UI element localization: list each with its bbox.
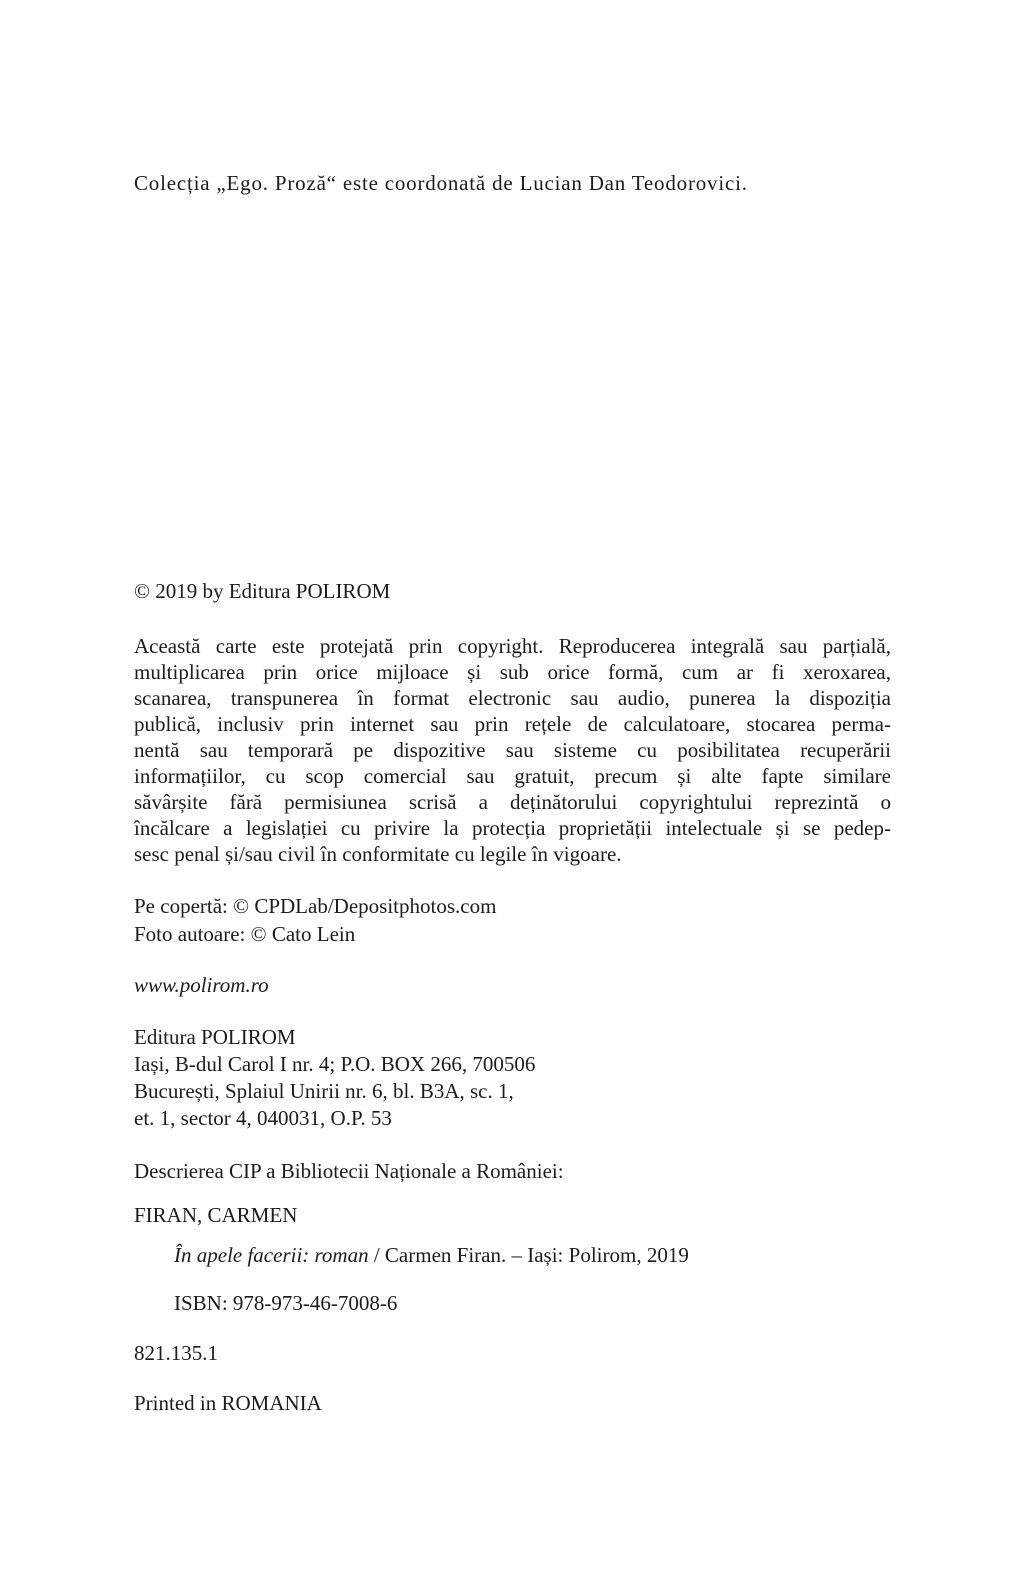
cip-title-line: [134, 1242, 931, 1269]
publisher-address-line: et. 1, sector 4, 040031, O.P. 53: [134, 1106, 392, 1130]
notice-line: scanarea, transpunerea în format electronic sau audio, punerea la dispoziția: [134, 686, 891, 710]
cover-credit: Pe copertă: © CPDLab/Depositphotos.com: [134, 894, 497, 918]
notice-line: Această carte este protejată prin copyright. Reproducerea integrală sau parțială,: [134, 634, 891, 658]
publisher-address-line: Iași, B-dul Carol I nr. 4; P.O. BOX 266, 700506: [134, 1052, 536, 1076]
cip-title-rest: / Carmen Firan. – Iași: Polirom, 2019: [368, 1243, 689, 1267]
publisher-address-line: București, Splaiul Unirii nr. 6, bl. B3A, sc. 1,: [134, 1079, 514, 1103]
credits: [134, 892, 891, 948]
notice-line: încălcare a legislației cu privire la protecția proprietății intelectuale și se pedep-: [134, 816, 891, 840]
udc-number: 821.135.1: [134, 1341, 218, 1365]
publisher-website: www.polirom.ro: [134, 973, 269, 997]
isbn-line: ISBN: 978-973-46-7008-6: [174, 1291, 398, 1315]
notice-line: informațiilor, cu scop comercial sau gratuit, precum și alte fapte similare: [134, 764, 891, 788]
book-title: În apele facerii: roman: [174, 1243, 369, 1267]
notice-line: publică, inclusiv prin internet sau prin rețele de calculatoare, stocarea perma-: [134, 712, 891, 736]
publisher-address-block: [134, 1024, 891, 1132]
notice-line: săvârșite fără permisiunea scrisă a deținătorului copyrightului reprezintă o: [134, 790, 891, 814]
copyright-notice: [134, 633, 891, 867]
notice-line: sesc penal și/sau civil în conformitate cu legile în vigoare.: [134, 842, 622, 866]
author-photo-credit: Foto autoare: © Cato Lein: [134, 922, 356, 946]
printed-in-line: Printed in ROMANIA: [134, 1391, 322, 1415]
publisher-name: Editura POLIROM: [134, 1025, 296, 1049]
collection-note: Colecția „Ego. Proză“ este coordonată de Lucian Dan Teodorovici.: [134, 171, 748, 195]
copyright-line: © 2019 by Editura POLIROM: [134, 579, 391, 603]
cip-author: FIRAN, CARMEN: [134, 1203, 298, 1227]
notice-line: nentă sau temporară pe dispozitive sau sisteme cu posibilitatea recuperării: [134, 738, 891, 762]
cip-heading: Descrierea CIP a Bibliotecii Naționale a României:: [134, 1159, 564, 1183]
notice-line: multiplicarea prin orice mijloace și sub orice formă, cum ar fi xeroxarea,: [134, 660, 891, 684]
